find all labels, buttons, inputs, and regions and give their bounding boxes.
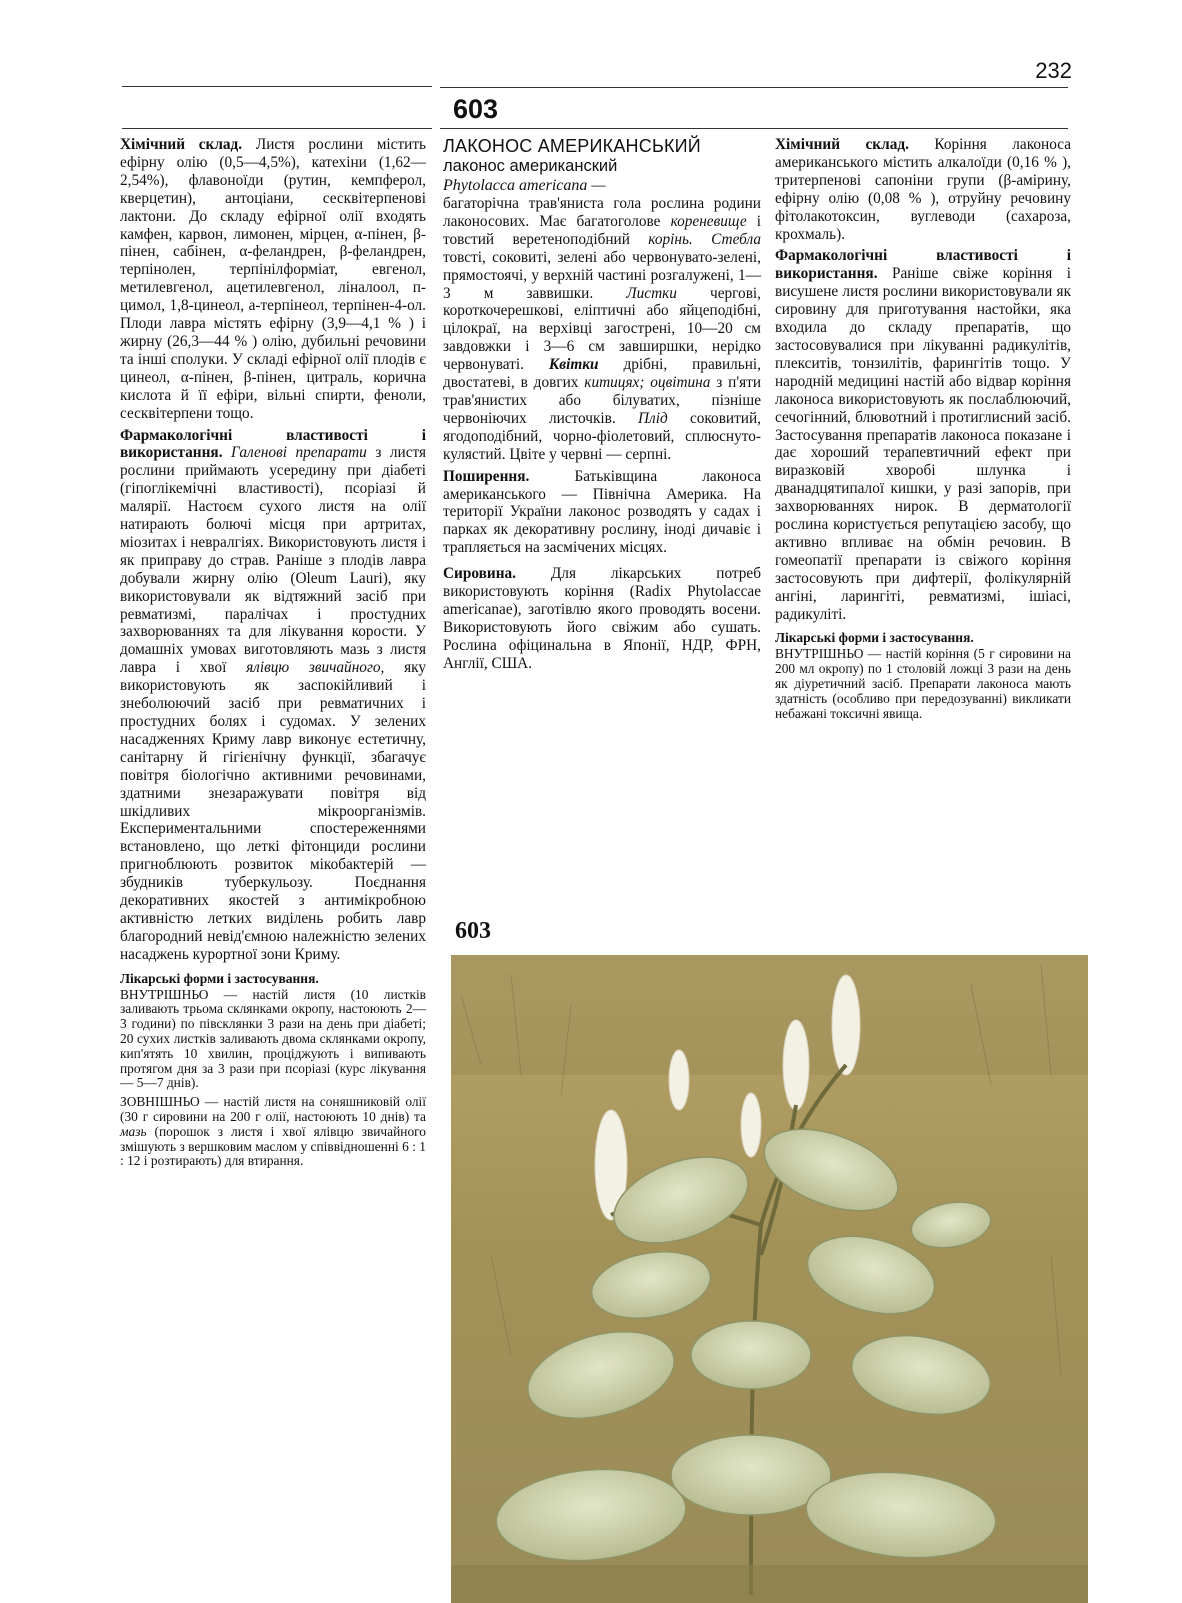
left-chem-text: Листя рослини містить ефірну олію (0,5—4,5%), катехіни (1,62—2,54%), флавоноїди (рутин, кемпферол, кверцетин), антоціани, сесквітерпенові лактони. До складу ефірної олії входять камфен, карвон, лимонен, мірцен, α-пінен, β-пінен, сабінен, α-феландрен, β-феландрен, терпінолен, терпінілформіат, евгенол, метилевгенол, ацетилевгенол, ліналоол, п-цимол, 1,8-цинеол, а-терпінеол, терпінен-4-ол. Плоди лавра містять ефірну (3,9—4,1 % ) і жирну (26,3—44 % ) олію, дубильні речовини та інші сполуки. У складі ефірної олії плодів є цинеол, α-пінен, β-пінен, цитраль, корична кислота й її ефіри, вільні спирти, феноли, сесквітерпени тощо. [120, 136, 426, 422]
right-pharm-paragraph [775, 247, 1071, 623]
left-forms-external-italic: мазь [120, 1123, 147, 1139]
desc-italic-4: Квітки [548, 356, 599, 374]
section-rule-right [440, 128, 1068, 129]
spread-heading: Поширення. [443, 467, 530, 485]
header-rule-left [122, 86, 432, 87]
desc-part-4: чергові, короткочерешкові, еліптичні або яйцеподібні, цілокраї, на верхівці загострені, 10—20 см завдовжки і 3—6 см завширшки, нерідко червонуваті. [443, 284, 762, 374]
middle-column [443, 136, 761, 677]
desc-italic-6: Плід [637, 409, 668, 427]
right-forms-text: ВНУТРІШНЬО — настій коріння (5 г сировини на 200 мл окропу) по 1 столовій ложці 3 рази на день як діуретичний засіб. Препарати лаконоса мають здатність (особливо при передозуванні) викликати небажані токсичні явища. [775, 646, 1071, 721]
right-pharm-text: Раніше свіже коріння і висушене листя рослини використовували як сировину для приготування настойки, яка входила до складу препаратів, що застосовувалися при лікуванні радикулітів, плекситів, тонзилітів, фарингітів тощо. У народній медицині настій або відвар коріння лаконоса використовують як послаблюючий, сечогінний, блювотний і протиглисний засіб. Застосування препаратів лаконоса показане і дає хороший терапевтичний ефект при виразковій хворобі шлунка і дванадцятипалої кишки, у разі запорів, при захворюваннях нирок. В дерматології рослина користується репутацією засобу, що активно впливає на обмін речовин. В гомеопатії препарати із свіжого коріння застосовують при дифтерії, фолікулярній ангіні, ларингіті, ревматизмі, ішіасі, радикуліті. [775, 265, 1071, 623]
right-chem-heading: Хімічний склад. [775, 136, 909, 153]
plant-photo [451, 955, 1088, 1603]
desc-italic-3: Листки [626, 284, 677, 302]
page-number: 232 [1035, 58, 1072, 83]
middle-raw-paragraph [443, 565, 761, 672]
desc-part-6: з п'яти трав'янистих або білуватих, пізніше червоніючих листочків. [443, 374, 762, 427]
entry-title: ЛАКОНОС АМЕРИКАНСЬКИЙ [443, 136, 701, 156]
entry-latin-name: Phytolacca americana — [443, 177, 606, 194]
middle-spread-paragraph [443, 468, 761, 558]
middle-description [443, 195, 761, 464]
section-rule-left [122, 128, 432, 129]
right-pharm-heading: Фармакологічні властивості і використання. [775, 247, 1071, 283]
plant-photo-drawing [451, 955, 1088, 1603]
left-pharm-italic-2: ялівцю звичайного, [246, 659, 385, 677]
right-forms-heading: Лікарські форми і застосування. [775, 630, 974, 646]
desc-italic-5: китицях; оцвітина [584, 374, 711, 392]
raw-heading: Сировина. [443, 565, 516, 583]
raw-text: Для лікарських потреб використовують коріння (Radix Phytolaccae americanae), заготівлю якого проводять восени. Використовують його свіжим або сушать. Рослина офіцинальна в Японії, НДР, ФРН, Англії, США. [443, 565, 761, 672]
left-pharm-paragraph [120, 427, 426, 964]
left-forms-internal: ВНУТРІШНЬО — настій листя (10 листків заливають трьома склянками окропу, настоюють 2—3 години) по півсклянки 3 рази на день при діабеті; 20 сухих листків заливають двома склянками окропу, кип'ятять 10 хвилин, проціджують і випивають протягом дня за 3 рази при псоріазі (курс лікування — 5—7 днів). [120, 986, 426, 1091]
left-chem-paragraph [120, 136, 426, 423]
entry-number: 603 [453, 94, 499, 124]
left-forms-heading: Лікарські форми і застосування. [120, 970, 319, 986]
desc-part-2: і товстий веретеноподібний [443, 212, 761, 248]
header-rule-right [440, 87, 1068, 88]
right-chem-text: Коріння лаконоса американського містить алкалоїди (0,16 % ), тритерпенові сапоніни групи (β-амірину, ефірну олію (0,08 % ), отруйну речовину фітолакотоксин, вуглеводи (сахароза, крохмаль). [775, 136, 1071, 243]
left-pharm-text: з листя рослини приймають усередину при діабеті (гіпоглікемічні властивості), псоріазі й малярії. Настоєм сухого листя на олії натирають болючі місця при артритах, міозитах і невралгіях. Використовують листя і як приправу до страв. Раніше з плодів лавра добували жирну олію (Oleum Lauri), яку використовували як відтяжний засіб при ревматизмі, паралічах і простудних захворюваннях та для лікування корости. У домашніх умовах виготовляють мазь з листя лавра і хвої [120, 444, 427, 677]
right-chem-paragraph [775, 136, 1071, 243]
desc-part-1: багаторічна трав'яниста гола рослина родини лаконосових. Має багатоголове [443, 195, 761, 230]
left-forms-external [120, 1095, 426, 1169]
spread-text: Батьківщина лаконоса американського — Північна Америка. На території України лаконос розводять у садах і парках як декоративну рослину, іноді дичавіє і трапляється на засмічених місцях. [443, 467, 762, 557]
photo-number: 603 [455, 918, 491, 944]
desc-italic-1: кореневище [670, 212, 747, 230]
left-forms-external-a: ЗОВНІШНЬО — настій листя на соняшниковій олії (30 г сировини на 200 г олії, настоюють 10 днів) та [120, 1094, 426, 1124]
left-forms-external-b: (порошок з листя і хвої ялівцю звичайного змішують з вершковим маслом у співвідношенні 6 : 1 : 12 і розтирають) для втирання. [120, 1123, 426, 1169]
desc-part-7: соковитий, ягодоподібний, чорно-фіолетовий, сплюснуто-кулястий. Цвіте у червні — серпні. [443, 409, 761, 463]
desc-part-3: товсті, соковиті, зелені або червонувато-зелені, прямостоячі, у верхній частині розгалужені, 1—3 м заввишки. [443, 248, 761, 302]
entry-russian-name: лаконос американский [443, 157, 618, 175]
left-chem-heading: Хімічний склад. [120, 136, 243, 153]
left-pharm-text-2: яку використовують як заспокійливий і знеболюючий засіб при ревматичних і простудних болях і судомах. У зелених насадженнях Криму лавр виконує естетичну, санітарну й гігієнічну функції, збагачує повітря біологічно активними речовинами, здатними знезаражувати повітря від шкідливих мікроорганізмів. Експериментальними спостереженнями встановлено, що леткі фітонциди рослини пригноблюють розвиток мікобактерій — збудників туберкульозу. Поєднання декоративних якостей з антимікробною активністю летких виділень робить лавр благородний невід'ємною належністю зелених насаджень курортної зони Криму. [120, 659, 426, 963]
left-pharm-heading: Фармакологічні властивості і використання. [120, 426, 426, 462]
desc-italic-2: корінь. Стебла [648, 230, 761, 248]
right-column [775, 136, 1071, 725]
left-pharm-italic: Галенові препарати [231, 444, 367, 462]
desc-part-5: дрібні, правильні, двостатеві, в довгих [443, 356, 762, 392]
left-column [120, 136, 426, 1173]
